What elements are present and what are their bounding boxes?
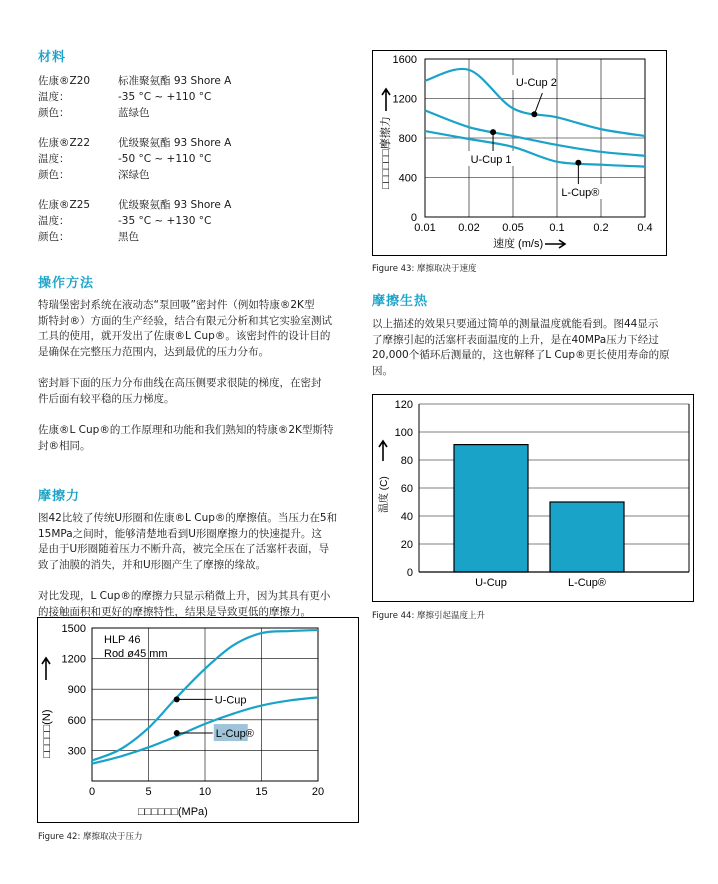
color-label: 颜色： <box>38 169 70 181</box>
annotation-point-u-cup-2 <box>531 111 537 117</box>
y-tick-label: 60 <box>400 483 413 495</box>
color-value: 蓝绿色 <box>118 107 150 119</box>
material-item-z22 <box>38 136 338 184</box>
temp-value: -35 °C ~ +110 °C <box>118 91 212 103</box>
temp-value: -50 °C ~ +110 °C <box>118 153 212 165</box>
figure-42-chart <box>38 618 358 822</box>
text-line: 了摩擦引起的活塞杆表面温度的上升，是在40MPa压力下经过 <box>372 333 659 346</box>
material-item-z25 <box>38 198 338 246</box>
materials-title: 材料 <box>38 50 67 65</box>
text-line: 工具的使用，就开发出了佐康®L Cup®。该密封件的设计目的 <box>38 330 331 342</box>
y-axis-label: □□□□□(N) <box>41 709 53 758</box>
color-value: 黑色 <box>118 231 139 243</box>
y-tick-label: 800 <box>398 133 417 145</box>
y-tick-label: 20 <box>400 539 413 551</box>
operation-title: 操作方法 <box>38 276 95 291</box>
x-tick-label: 0.2 <box>593 222 609 234</box>
series-line-l-cup- <box>425 131 645 167</box>
inset-line-2: Rod ø45 mm <box>104 648 168 660</box>
text-line: 对比发现，L Cup®的摩擦力只显示稍微上升，因为其具有更小 <box>38 590 331 602</box>
text-line: 密封唇下面的压力分布曲线在高压侧要求很陡的梯度，在密封 <box>38 377 322 389</box>
text-line: 件后面有较平稳的压力梯度。 <box>38 392 175 405</box>
y-tick-label: 0 <box>406 567 413 579</box>
x-axis-arrow-icon <box>545 240 565 248</box>
text-line: 特瑞堡密封系统在液动态“泵回吸”密封件（例如特康®2K型 <box>38 299 315 311</box>
y-tick-label: 1200 <box>392 93 417 106</box>
heat-paragraph <box>372 317 702 379</box>
material-label: 优级聚氨酯 93 Shore A <box>118 199 232 211</box>
figure-44-chart <box>373 395 693 601</box>
y-axis-label: 温度 (C) <box>379 476 390 513</box>
x-tick-label: L-Cup® <box>567 577 607 589</box>
text-line: 图42比较了传统U形圈和佐康®L Cup®的摩擦值。当压力在5和 <box>38 512 338 524</box>
y-axis-label: □□□□□□摩擦力 <box>380 116 392 189</box>
x-tick-label: 15 <box>255 786 268 798</box>
friction-paragraph-2 <box>38 589 368 620</box>
y-tick-label: 1600 <box>392 54 417 66</box>
material-item-z20 <box>38 74 338 122</box>
operation-paragraph-2 <box>38 376 368 407</box>
y-tick-label: 80 <box>400 455 413 467</box>
y-tick-label: 0 <box>410 212 417 224</box>
temp-value: -35 °C ~ +130 °C <box>118 215 212 227</box>
figure-43-caption: Figure 43: 摩擦取决于速度 <box>372 264 477 274</box>
heat-title: 摩擦生热 <box>372 294 429 309</box>
text-line: 以上描述的效果只要通过简单的测量温度就能看到。图44显示 <box>372 318 659 330</box>
friction-paragraph-1 <box>38 511 368 573</box>
inset-line-1: HLP 46 <box>104 634 141 646</box>
y-tick-label: 600 <box>67 714 86 727</box>
y-tick-label: 40 <box>400 511 413 523</box>
text-line: 斯特封®）方面的生产经验，结合有限元分析和其它实验室测试 <box>38 314 332 327</box>
annotation-label-u-cup: U-Cup <box>214 694 247 707</box>
x-tick-label: 0.02 <box>458 222 480 234</box>
text-line: 封®相同。 <box>38 439 91 452</box>
text-line: 佐康®L Cup®的工作原理和功能和我们熟知的特康®2K型斯特 <box>38 424 334 436</box>
x-axis-label: □□□□□□(MPa) <box>138 806 208 818</box>
color-value: 深绿色 <box>118 169 150 181</box>
y-tick-label: 120 <box>394 399 413 411</box>
friction-title: 摩擦力 <box>38 489 81 504</box>
figure-44-caption: Figure 44: 摩擦引起温度上升 <box>372 611 486 621</box>
y-tick-label: 300 <box>67 745 86 758</box>
text-line: 的接触面积和更好的摩擦特性，结果是导致更低的摩擦力。 <box>38 605 311 618</box>
color-label: 颜色： <box>38 231 70 243</box>
text-line: 致了油膜的消失，并和U形圈产生了摩擦的缘故。 <box>38 558 267 571</box>
figure-43-chart <box>373 51 666 255</box>
text-line: 因。 <box>372 364 393 377</box>
y-tick-label: 100 <box>394 427 413 439</box>
x-tick-label: 0.01 <box>414 222 436 234</box>
x-tick-label: 0.05 <box>502 222 524 234</box>
bar-u-cup <box>454 445 528 572</box>
temp-label: 温度： <box>38 153 70 165</box>
y-axis-arrow-icon <box>382 89 390 111</box>
y-tick-label: 1500 <box>61 623 86 635</box>
x-tick-label: 20 <box>311 786 325 798</box>
color-label: 颜色： <box>38 107 70 119</box>
x-tick-label: U-Cup <box>475 577 507 589</box>
material-label: 标准聚氨酯 93 Shore A <box>118 75 232 87</box>
material-name: 佐康®Z22 <box>38 137 91 149</box>
annotation-label-u-cup-2: U-Cup 2 <box>515 77 557 89</box>
operation-paragraph-1 <box>38 298 368 360</box>
y-tick-label: 900 <box>67 684 86 697</box>
y-axis-arrow-icon <box>42 658 50 680</box>
text-line: 15MPa之间时，能够清楚地看到U形圈摩擦力的快速提升。这 <box>38 527 322 540</box>
x-tick-label: 0.1 <box>549 222 565 234</box>
figure-42-caption: Figure 42: 摩擦取决于压力 <box>38 832 143 842</box>
material-name: 佐康®Z25 <box>38 199 91 211</box>
x-tick-label: 0.4 <box>637 222 653 234</box>
x-tick-label: 5 <box>145 786 152 798</box>
annotation-label-l-cup: L-Cup® <box>215 728 254 741</box>
text-line: 是确保在完整压力范围内，达到最优的压力分布。 <box>38 345 269 358</box>
x-tick-label: 0 <box>88 786 96 798</box>
figure-44-frame <box>372 394 694 602</box>
text-line: 20,000个循环后测量的，这也解释了L Cup®更长使用寿命的原 <box>372 349 670 361</box>
figure-42-frame <box>37 617 359 823</box>
operation-paragraph-3 <box>38 423 368 454</box>
material-label: 优级聚氨酯 93 Shore A <box>118 137 232 149</box>
annotation-leader-u-cup-2 <box>534 93 542 114</box>
y-tick-label: 400 <box>398 172 417 185</box>
y-tick-label: 1200 <box>61 653 86 666</box>
figure-43-frame <box>372 50 667 256</box>
annotation-label-l-cup: L-Cup® <box>561 187 600 199</box>
temp-label: 温度： <box>38 91 70 103</box>
material-name: 佐康®Z20 <box>38 75 91 87</box>
temp-label: 温度： <box>38 215 70 227</box>
y-axis-arrow-icon <box>379 441 387 461</box>
text-line: 是由于U形圈随着压力不断升高，被完全压在了活塞杆表面，导 <box>38 543 330 555</box>
x-tick-label: 10 <box>198 786 212 798</box>
bar-l-cup <box>550 502 624 572</box>
x-axis-label: 速度 (m/s) <box>493 238 544 250</box>
annotation-label-u-cup-1: U-Cup 1 <box>470 154 512 166</box>
